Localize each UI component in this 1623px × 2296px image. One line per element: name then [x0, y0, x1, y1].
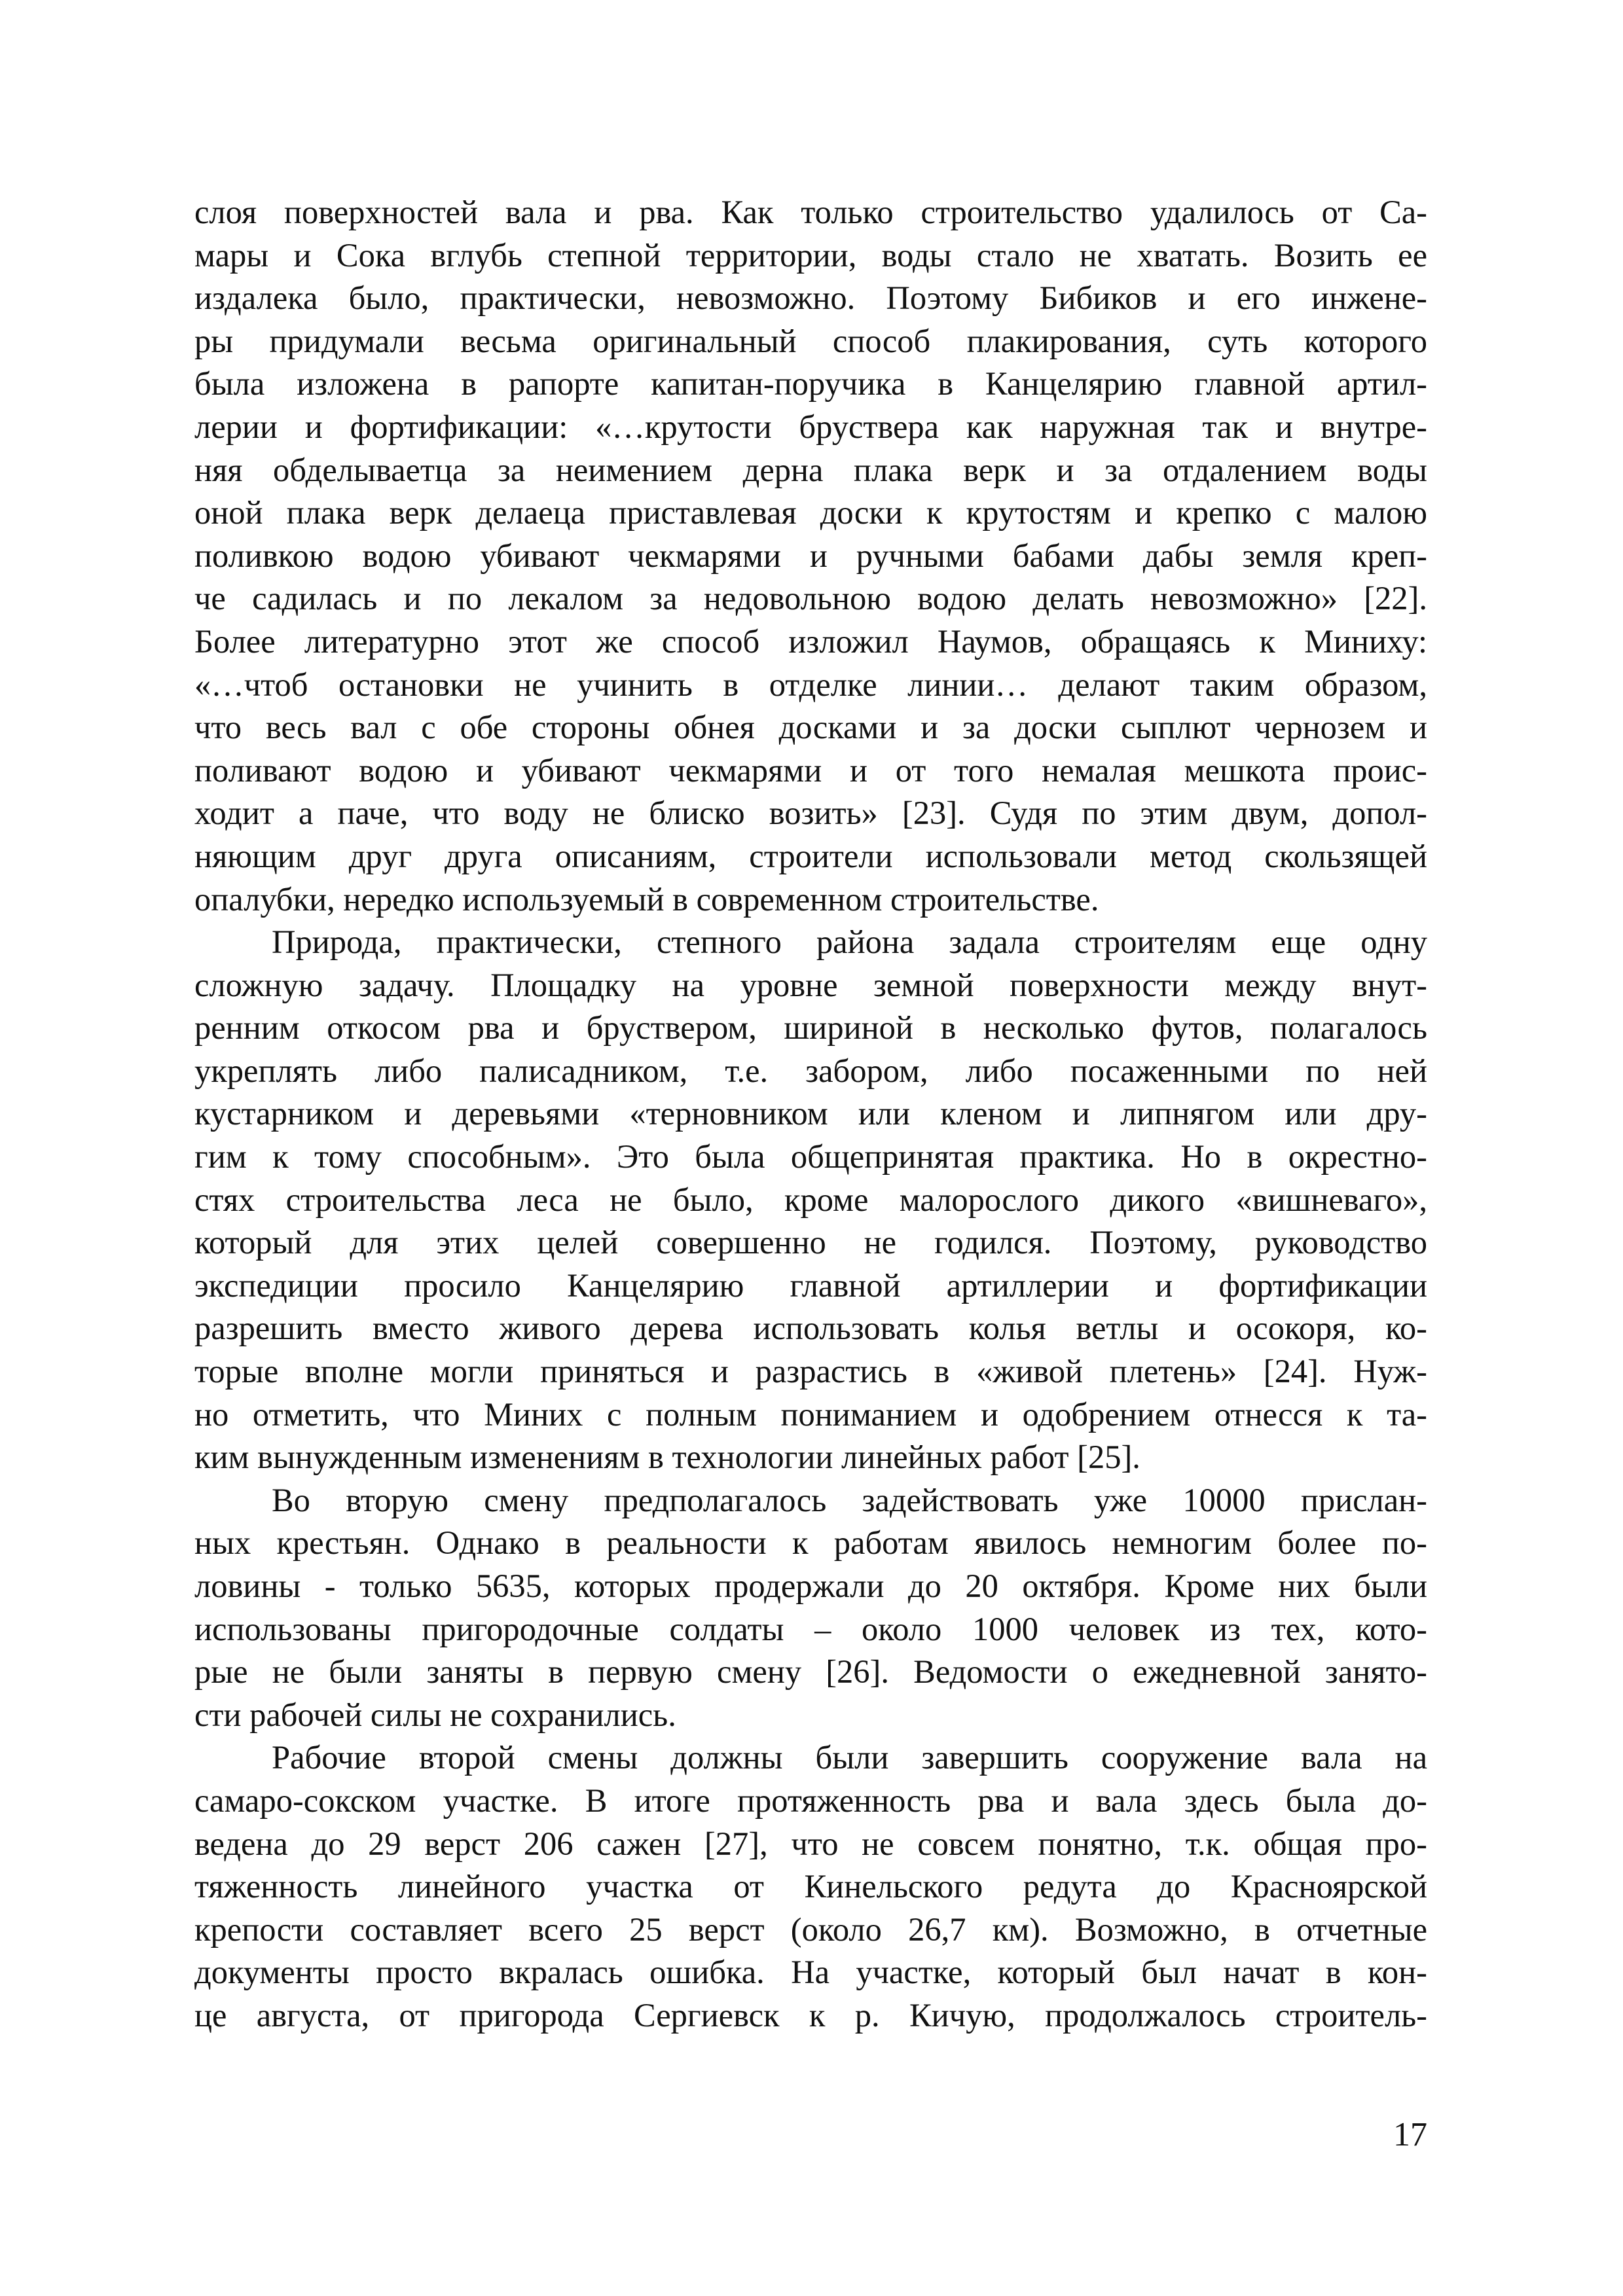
text-line: самаро-сокском участке. В итоге протяженность рва и вала здесь была до-: [194, 1782, 1427, 1819]
page-number: 17: [1393, 2116, 1427, 2153]
text-line: че садилась и по лекалом за недовольною водою делать невозможно» [22].: [194, 580, 1427, 617]
text-line: тяженность линейного участка от Кинельского редута до Красноярской: [194, 1868, 1427, 1905]
text-line: поливают водою и убивают чекмарями и от того немалая мешкота проис-: [194, 751, 1427, 789]
text-line: издалека было, практически, невозможно. Поэтому Бибиков и его инжене-: [194, 279, 1427, 317]
text-line: ходит а паче, что воду не блиско возить» [23]. Судя по этим двум, допол-: [194, 795, 1427, 832]
text-line: Рабочие второй смены должны были завершить сооружение вала на: [272, 1739, 1427, 1776]
text-line: что весь вал с обе стороны обнея досками и за доски сыплют чернозем и: [194, 709, 1427, 746]
text-line: документы просто вкралась ошибка. На участке, который был начат в кон-: [194, 1954, 1427, 1991]
text-line: оной плака верк делаеца приставлевая доски к крутостям и крепко с малою: [194, 494, 1427, 531]
text-line: но отметить, что Миних с полным пониманием и одобрением отнесся к та-: [194, 1395, 1427, 1433]
text-line: ры придумали весьма оригинальный способ плакирования, суть которого: [194, 322, 1427, 359]
text-line: сти рабочей силы не сохранились.: [194, 1696, 676, 1733]
text-line: опалубки, нередко используемый в современном строительстве.: [194, 880, 1099, 918]
text-line: использованы пригородочные солдаты – около 1000 человек из тех, кото-: [194, 1610, 1427, 1647]
text-line: гим к тому способным». Это была общепринятая практика. Но в окрестно-: [194, 1138, 1427, 1175]
text-line: была изложена в рапорте капитан-поручика в Канцелярию главной артил-: [194, 365, 1427, 403]
text-line: ренним откосом рва и бруствером, шириной в несколько футов, полагалось: [194, 1009, 1427, 1047]
text-line: лерии и фортификации: «…крутости бруствера как наружная так и внутре-: [194, 408, 1427, 445]
text-line: слоя поверхностей вала и рва. Как только строительство удалилось от Са-: [194, 194, 1427, 230]
text-line: Природа, практически, степного района задала строителям еще одну: [272, 924, 1427, 961]
text-line: няющим друг друга описаниям, строители использовали метод скользящей: [194, 837, 1427, 874]
text-line: стях строительства леса не было, кроме малорослого дикого «вишневаго»,: [194, 1181, 1427, 1218]
text-line: поливкою водою убивают чекмарями и ручными бабами дабы земля креп-: [194, 537, 1427, 574]
text-line: ведена до 29 верст 206 сажен [27], что не совсем понятно, т.к. общая про-: [194, 1825, 1427, 1862]
text-line: ким вынужденным изменениям в технологии линейных работ [25].: [194, 1439, 1140, 1476]
text-line: сложную задачу. Площадку на уровне земной поверхности между внут-: [194, 966, 1427, 1003]
text-line: который для этих целей совершенно не годился. Поэтому, руководство: [194, 1224, 1427, 1261]
text-line: Более литературно этот же способ изложил Наумов, обращаясь к Миниху:: [194, 622, 1427, 660]
text-line: торые вполне могли приняться и разрастись в «живой плетень» [24]. Нуж-: [194, 1353, 1427, 1390]
text-line: «…чтоб остановки не учинить в отделке линии… делают таким образом,: [194, 666, 1427, 703]
text-line: ных крестьян. Однако в реальности к работам явилось немногим более по-: [194, 1524, 1427, 1562]
text-line: укреплять либо палисадником, т.е. забором, либо посаженными по ней: [194, 1052, 1427, 1089]
body-text: [194, 191, 1427, 2037]
text-line: ловины - только 5635, которых продержали до 20 октября. Кроме них были: [194, 1568, 1427, 1604]
text-line: рые не были заняты в первую смену [26]. Ведомости о ежедневной занято-: [194, 1653, 1427, 1691]
text-line: це августа, от пригорода Сергиевск к р. Кичую, продолжалось строитель-: [194, 1996, 1427, 2034]
text-line: кустарником и деревьями «терновником или кленом и липнягом или дру-: [194, 1095, 1427, 1132]
text-line: разрешить вместо живого дерева использовать колья ветлы и осокоря, ко-: [194, 1310, 1427, 1347]
text-line: крепости составляет всего 25 верст (около 26,7 км). Возможно, в отчетные: [194, 1910, 1427, 1948]
text-line: няя обделываетца за неимением дерна плака верк и за отдалением воды: [194, 451, 1427, 488]
text-line: экспедиции просило Канцелярию главной артиллерии и фортификации: [194, 1266, 1427, 1304]
text-line: Во вторую смену предполагалось задействовать уже 10000 прислан-: [272, 1481, 1427, 1518]
text-line: мары и Сока вглубь степной территории, воды стало не хватать. Возить ее: [194, 236, 1427, 274]
